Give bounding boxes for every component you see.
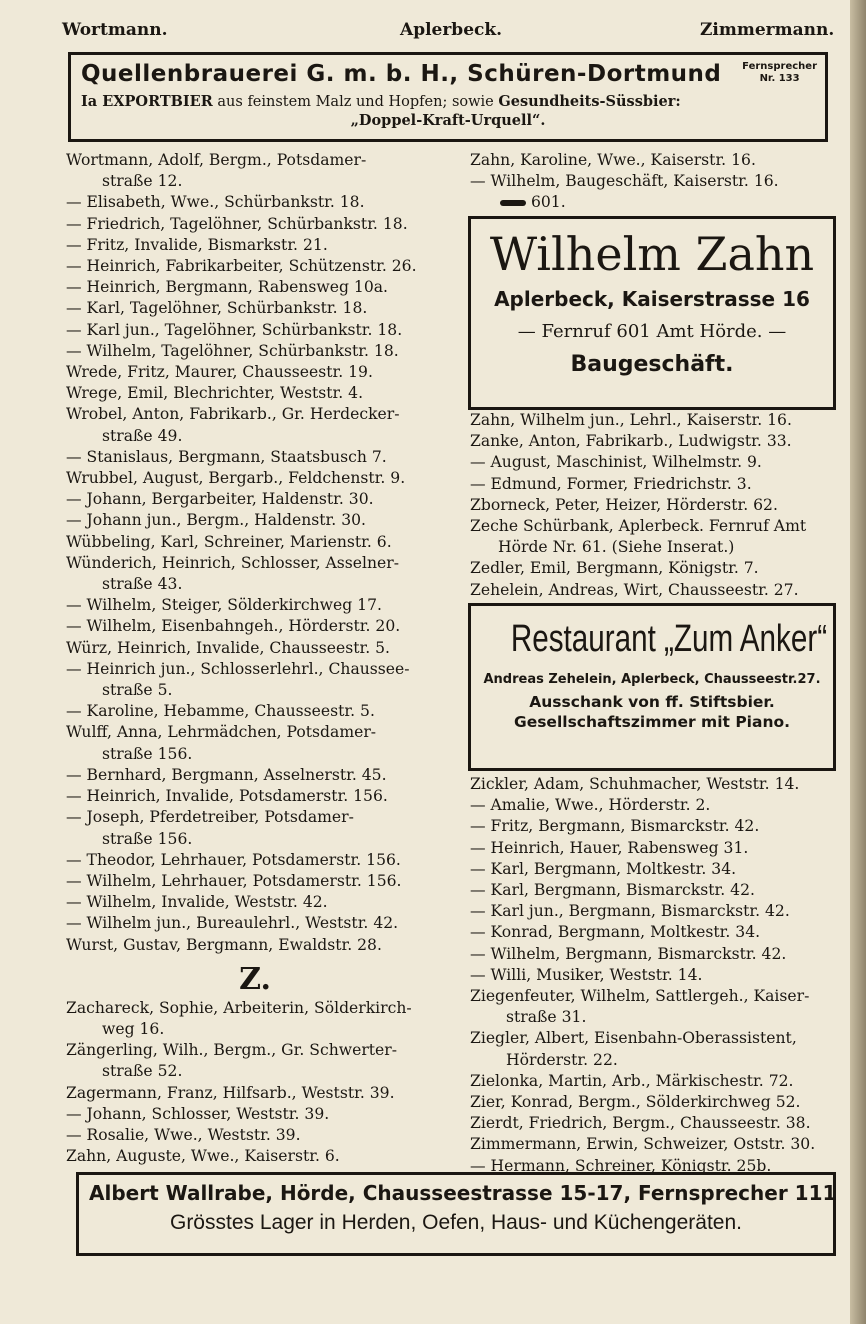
list-item: — Heinrich, Bergmann, Rabensweg 10a. (66, 278, 389, 297)
right-column (470, 150, 840, 214)
list-item: Wulff, Anna, Lehrmädchen, Potsdamer- (66, 723, 377, 742)
list-item: — Wilhelm, Bergmann, Bismarckstr. 42. (470, 944, 787, 963)
list-item: — Wilhelm, Eisenbahngeh., Hörderstr. 20. (66, 617, 401, 636)
list-item: Zanke, Anton, Fabrikarb., Ludwigstr. 33. (470, 432, 792, 451)
right-column-mid (470, 410, 840, 601)
ad-anker-line1: Ausschank von ff. Stiftsbier. (529, 693, 775, 711)
ad-anker-name: Restaurant „Zum Anker“ (510, 618, 828, 660)
list-item: straße 31. (506, 1008, 587, 1027)
ad-top-phone-label: Fernsprecher (742, 61, 817, 72)
ad-restaurant-zum-anker (468, 603, 836, 771)
list-item: Zeche Schürbank, Aplerbeck. Fernruf Amt (470, 517, 807, 536)
list-item: Zierdt, Friedrich, Bergm., Chausseestr. 38. (470, 1114, 811, 1133)
list-item: Zickler, Adam, Schuhmacher, Weststr. 14. (470, 775, 800, 793)
right-column-bottom (470, 774, 840, 1177)
list-item: Zagermann, Franz, Hilfsarb., Weststr. 39. (66, 1083, 395, 1102)
list-item: Zängerling, Wilh., Bergm., Gr. Schwerter- (66, 1041, 397, 1060)
list-item: — Wilhelm jun., Bureaulehrl., Weststr. 42. (66, 914, 399, 933)
list-item: — Willi, Musiker, Weststr. 14. (470, 965, 703, 984)
ad-albert-wallrabe (76, 1172, 836, 1256)
list-item: Wurst, Gustav, Bergmann, Ewaldstr. 28. (66, 935, 382, 954)
list-item: — Joseph, Pferdetreiber, Potsdamer- (66, 808, 354, 827)
ad-bottom-subtitle: Grösstes Lager in Herden, Oefen, Haus- und Küchengeräten. (169, 1211, 742, 1234)
list-item: straße 156. (102, 829, 193, 848)
list-item: — Wilhelm, Baugeschäft, Kaiserstr. 16. (470, 172, 779, 191)
list-item: Würz, Heinrich, Invalide, Chausseestr. 5. (66, 638, 390, 657)
ad-wilhelm-zahn (468, 216, 836, 410)
list-item: — Amalie, Wwe., Hörderstr. 2. (470, 796, 711, 815)
list-item: Wrege, Emil, Blechrichter, Weststr. 4. (66, 384, 364, 403)
ad-top-phone (742, 61, 817, 85)
section-letter: Z. (239, 961, 271, 997)
list-item: Wortmann, Adolf, Bergm., Potsdamer- (66, 151, 367, 169)
list-item: Zahn, Wilhelm jun., Lehrl., Kaiserstr. 16. (470, 411, 792, 429)
list-item: — Karoline, Hebamme, Chausseestr. 5. (66, 702, 375, 721)
ad-zahn-business: Baugeschäft. (570, 352, 734, 377)
list-item: Wübbeling, Karl, Schreiner, Marienstr. 6. (66, 532, 392, 551)
list-item: — Johann jun., Bergm., Haldenstr. 30. (66, 511, 367, 530)
list-item: — Heinrich jun., Schlosserlehrl., Chaussee- (66, 659, 410, 678)
list-item: straße 52. (102, 1062, 183, 1081)
list-item: straße 5. (102, 681, 173, 700)
list-item: — Hermann, Schreiner, Königstr. 25b. (470, 1156, 772, 1175)
list-item: Zielonka, Martin, Arb., Märkischestr. 72. (470, 1071, 794, 1090)
list-item: — Johann, Schlosser, Weststr. 39. (66, 1104, 330, 1123)
list-item: — Wilhelm, Invalide, Weststr. 42. (66, 893, 328, 912)
list-item: Zehelein, Andreas, Wirt, Chausseestr. 27. (470, 580, 799, 599)
list-item: — Konrad, Bergmann, Moltkestr. 34. (470, 923, 761, 942)
list-item: — Wilhelm, Tagelöhner, Schürbankstr. 18. (66, 341, 399, 360)
ad-zahn-name: Wilhelm Zahn (489, 227, 815, 281)
list-item: Wünderich, Heinrich, Schlosser, Asselner- (66, 553, 400, 572)
ad-zahn-address: Aplerbeck, Kaiserstrasse 16 (494, 287, 810, 311)
list-item: straße 12. (102, 172, 183, 191)
list-item: straße 156. (102, 744, 193, 763)
header-left: Wortmann. (62, 20, 168, 40)
list-item: — August, Maschinist, Wilhelmstr. 9. (470, 453, 762, 472)
list-item: — Heinrich, Invalide, Potsdamerstr. 156. (66, 787, 388, 806)
list-item: Wrubbel, August, Bergarb., Feldchenstr. 9. (66, 469, 406, 488)
list-item: Wrede, Fritz, Maurer, Chausseestr. 19. (66, 363, 373, 382)
list-item: — Heinrich, Fabrikarbeiter, Schützenstr. 26. (66, 257, 417, 276)
telephone-icon (500, 198, 526, 208)
ad-top-phone-number: Nr. 133 (759, 73, 800, 84)
ad-bottom-title: Albert Wallrabe, Hörde, Chausseestrasse 15-17, Fernsprecher 111 (89, 1181, 837, 1205)
list-item: — Karl, Bergmann, Moltkestr. 34. (470, 859, 737, 878)
list-item: straße 43. (102, 575, 183, 594)
list-item: Wrobel, Anton, Fabrikarb., Gr. Herdecker- (66, 405, 400, 424)
ad-top-export: Ia EXPORTBIER (81, 93, 213, 110)
list-item: — Fritz, Bergmann, Bismarckstr. 42. (470, 817, 760, 836)
ad-top-line3: „Doppel-Kraft-Urquell“. (350, 112, 546, 129)
left-column (66, 150, 444, 1167)
list-item: Ziegler, Albert, Eisenbahn-Oberassistent, (470, 1029, 797, 1048)
list-item: — Heinrich, Hauer, Rabensweg 31. (470, 838, 749, 857)
list-item: Zedler, Emil, Bergmann, Königstr. 7. (470, 559, 759, 578)
ad-anker-line2: Gesellschaftszimmer mit Piano. (513, 713, 791, 731)
list-item: Zahn, Auguste, Wwe., Kaiserstr. 6. (66, 1147, 340, 1166)
ad-anker-address: Andreas Zehelein, Aplerbeck, Chausseestr.27. (483, 672, 821, 687)
list-item: — Karl, Tagelöhner, Schürbankstr. 18. (66, 299, 368, 318)
list-item: straße 49. (102, 426, 183, 445)
list-item: — Karl jun., Tagelöhner, Schürbankstr. 18. (66, 320, 403, 339)
list-item: Zachareck, Sophie, Arbeiterin, Sölderkirch- (66, 998, 412, 1017)
ad-quellenbrauerei (68, 52, 828, 142)
header-center: Aplerbeck. (400, 20, 503, 40)
phone-number: 601. (530, 193, 566, 212)
list-item: — Stanislaus, Bergmann, Staatsbusch 7. (66, 447, 387, 466)
ad-top-title: Quellenbrauerei G. m. b. H., Schüren-Dortmund (81, 61, 722, 87)
list-item: — Elisabeth, Wwe., Schürbankstr. 18. (66, 193, 365, 212)
list-item: Zimmermann, Erwin, Schweizer, Oststr. 30. (470, 1135, 816, 1154)
book-edge (850, 0, 866, 1324)
list-item: — Rosalie, Wwe., Weststr. 39. (66, 1125, 301, 1144)
ad-top-line2 (81, 93, 815, 110)
list-item: — Edmund, Former, Friedrichstr. 3. (470, 474, 752, 493)
list-item: Ziegenfeuter, Wilhelm, Sattlergeh., Kaiser- (470, 987, 810, 1006)
list-item: Zahn, Karoline, Wwe., Kaiserstr. 16. (470, 151, 756, 169)
list-item: Hörderstr. 22. (506, 1050, 618, 1069)
list-item: — Wilhelm, Lehrhauer, Potsdamerstr. 156. (66, 871, 402, 890)
list-item: — Johann, Bergarbeiter, Haldenstr. 30. (66, 490, 374, 509)
list-item (470, 192, 840, 213)
list-item: — Fritz, Invalide, Bismarkstr. 21. (66, 235, 328, 254)
list-item: — Friedrich, Tagelöhner, Schürbankstr. 18. (66, 214, 408, 233)
list-item: weg 16. (102, 1019, 165, 1038)
running-header (0, 20, 850, 44)
list-item: Zier, Konrad, Bergm., Sölderkirchweg 52. (470, 1093, 801, 1112)
ad-top-suessbier: Gesundheits-Süssbier: (498, 93, 681, 110)
list-item: — Theodor, Lehrhauer, Potsdamerstr. 156. (66, 850, 401, 869)
header-right: Zimmermann. (700, 20, 835, 40)
list-item: — Karl, Bergmann, Bismarckstr. 42. (470, 881, 755, 900)
list-item: — Karl jun., Bergmann, Bismarckstr. 42. (470, 902, 790, 921)
list-item: — Wilhelm, Steiger, Sölderkirchweg 17. (66, 596, 382, 615)
ad-zahn-phone: — Fernruf 601 Amt Hörde. — (517, 321, 787, 342)
list-item: Hörde Nr. 61. (Siehe Inserat.) (498, 538, 735, 557)
ad-top-mid: aus feinstem Malz und Hopfen; sowie (212, 94, 499, 110)
list-item: — Bernhard, Bergmann, Asselnerstr. 45. (66, 765, 387, 784)
list-item: Zborneck, Peter, Heizer, Hörderstr. 62. (470, 495, 778, 514)
